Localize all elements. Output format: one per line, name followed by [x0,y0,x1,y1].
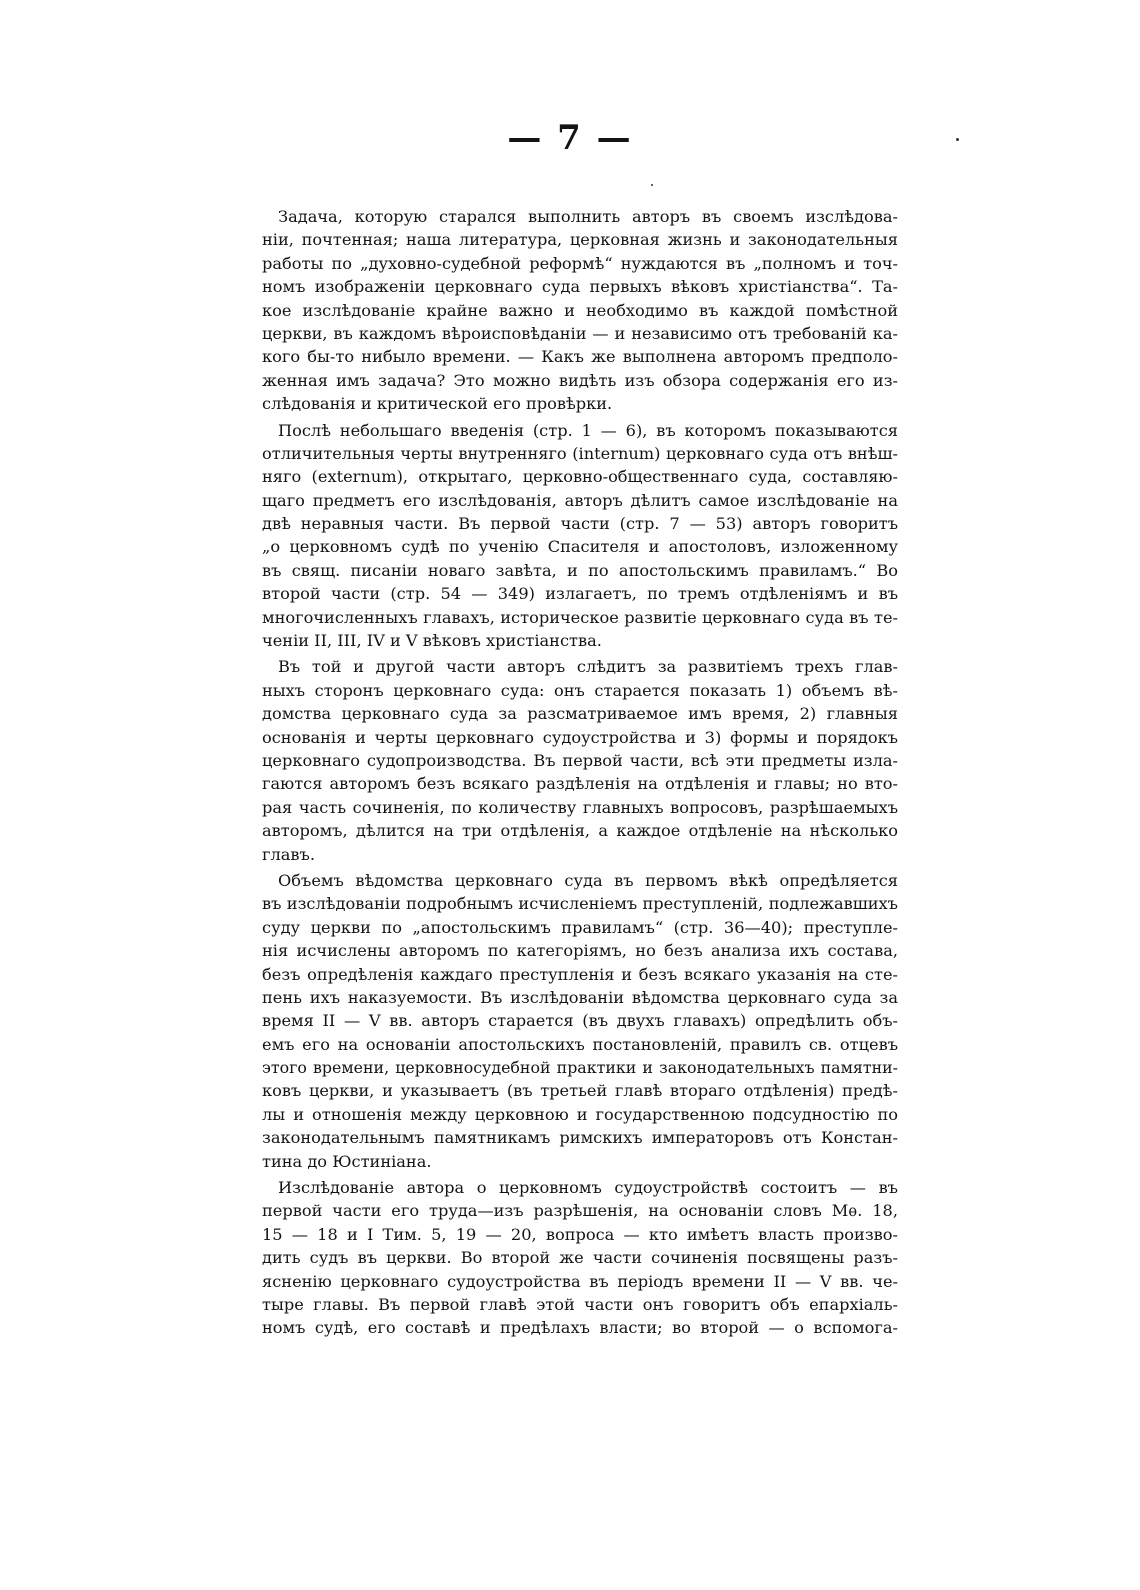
text-line: слѣдованія и критической его провѣрки. [262,394,613,414]
text-line: этого времени, церковносудебной практики и законодательныхъ памятни- [262,1058,898,1078]
text-line: номъ изображеніи церковнаго суда первыхъ вѣковъ христіанства“. Та- [262,277,898,297]
text-line: церкви, въ каждомъ вѣроисповѣданіи — и независимо отъ требованій ка- [262,323,898,343]
text-line: ковъ церкви, и указываетъ (въ третьей главѣ втораго отдѣленія) предѣ- [262,1081,898,1101]
text-line: въ изслѣдованіи подробнымъ исчисленіемъ преступленій, подлежавшихъ [262,894,898,914]
text-line: суду церкви по „апостольскимъ правиламъ“ (стр. 36—40); преступле- [262,917,898,937]
text-line: въ свящ. писаніи новаго завѣта, и по апостольскимъ правиламъ.“ Во [262,560,898,580]
text-line: церковнаго судопроизводства. Въ первой части, всѣ эти предметы изла- [262,750,898,770]
text-line: время II — V вв. авторъ старается (въ двухъ главахъ) опредѣлить объ- [262,1011,898,1031]
paragraph [262,655,898,866]
page-number: — 7 — [507,118,633,158]
paragraph [262,1176,898,1340]
text-line: нія исчислены авторомъ по категоріямъ, но безъ анализа ихъ состава, [262,941,898,961]
text-line: основанія и черты церковнаго судоустройства и 3) формы и порядокъ [262,727,898,747]
text-line: кого бы-то нибыло времени. — Какъ же выполнена авторомъ предполо- [262,347,898,367]
text-line: ченіи II, III, IV и V вѣковъ христіанства. [262,631,602,651]
text-line: Изслѣдованіе автора о церковномъ судоустройствѣ состоитъ — въ [278,1178,898,1198]
text-line: работы по „духовно-судебной реформѣ“ нуждаются въ „полномъ и точ- [262,253,898,273]
text-line: ныхъ сторонъ церковнаго суда: онъ старается показать 1) объемъ вѣ- [262,680,898,700]
text-line: ясненію церковнаго судоустройства въ періодъ времени II — V вв. че- [262,1271,898,1291]
text-line: 15 — 18 и I Тим. 5, 19 — 20, вопроса — кто имѣетъ власть произво- [262,1224,898,1244]
text-line: „о церковномъ судѣ по ученію Спасителя и апостоловъ, изложенному [262,537,898,557]
text-line: многочисленныхъ главахъ, историческое развитіе церковнаго суда въ те- [262,607,898,627]
text-line: гаются авторомъ безъ всякаго раздѣленія на отдѣленія и главы; но вто- [262,774,898,794]
text-line: второй части (стр. 54 — 349) излагаетъ, по тремъ отдѣленіямъ и въ [262,584,898,604]
text-line: безъ опредѣленія каждаго преступленія и безъ всякаго указанія на сте- [262,964,898,984]
text-line: Задача, которую старался выполнить авторъ въ своемъ изслѣдова- [278,207,898,226]
paragraph [262,205,898,416]
text-line: законодательнымъ памятникамъ римскихъ императоровъ отъ Констан- [262,1128,898,1148]
text-line: Объемъ вѣдомства церковнаго суда въ первомъ вѣкѣ опредѣляется [278,870,898,890]
text-line: няго (externum), открытаго, церковно-общественнаго суда, составляю- [262,467,898,487]
text-line: рая часть сочиненія, по количеству главныхъ вопросовъ, разрѣшаемыхъ [262,797,898,817]
text-line: двѣ неравныя части. Въ первой части (стр. 7 — 53) авторъ говоритъ [262,514,898,534]
text-line: лы и отношенія между церковною и государственною подсудностію по [262,1104,898,1124]
text-line: отличительныя черты внутренняго (internum) церковнаго суда отъ внѣш- [262,443,898,463]
text-line: тина до Юстиніана. [262,1151,432,1171]
scan-speck [956,138,959,141]
text-line: кое изслѣдованіе крайне важно и необходимо въ каждой помѣстной [262,300,898,320]
text-line: ніи, почтенная; наша литература, церковная жизнь и законодательныя [262,230,898,250]
text-line: главъ. [262,844,315,864]
paragraph [262,419,898,653]
text-line: Послѣ небольшаго введенія (стр. 1 — 6), въ которомъ показываются [278,420,898,440]
paragraph [262,869,898,1173]
text-line: авторомъ, дѣлится на три отдѣленія, а каждое отдѣленіе на нѣсколько [262,821,898,841]
text-line: первой части его труда—изъ разрѣшенія, на основаніи словъ Мѳ. 18, [262,1201,898,1221]
text-line: женная имъ задача? Это можно видѣть изъ обзора содержанія его из- [262,370,898,390]
text-line: щаго предметъ его изслѣдованія, авторъ дѣлитъ самое изслѣдованіе на [262,490,898,510]
scan-speck [651,184,653,186]
text-line: дить судъ въ церкви. Во второй же части сочиненія посвящены разъ- [262,1248,898,1268]
text-line: тыре главы. Въ первой главѣ этой части онъ говоритъ объ епархіаль- [262,1294,898,1314]
text-line: домства церковнаго суда за разсматриваемое имъ время, 2) главныя [262,704,898,724]
text-line: Въ той и другой части авторъ слѣдитъ за развитіемъ трехъ глав- [278,657,898,677]
text-line: пень ихъ наказуемости. Въ изслѣдованіи вѣдомства церковнаго суда за [262,987,898,1007]
text-line: емъ его на основаніи апостольскихъ постановленій, правилъ св. отцевъ [262,1034,898,1054]
body-text [262,205,898,1340]
text-line: номъ судѣ, его составѣ и предѣлахъ власти; во второй — о вспомога- [262,1318,898,1338]
